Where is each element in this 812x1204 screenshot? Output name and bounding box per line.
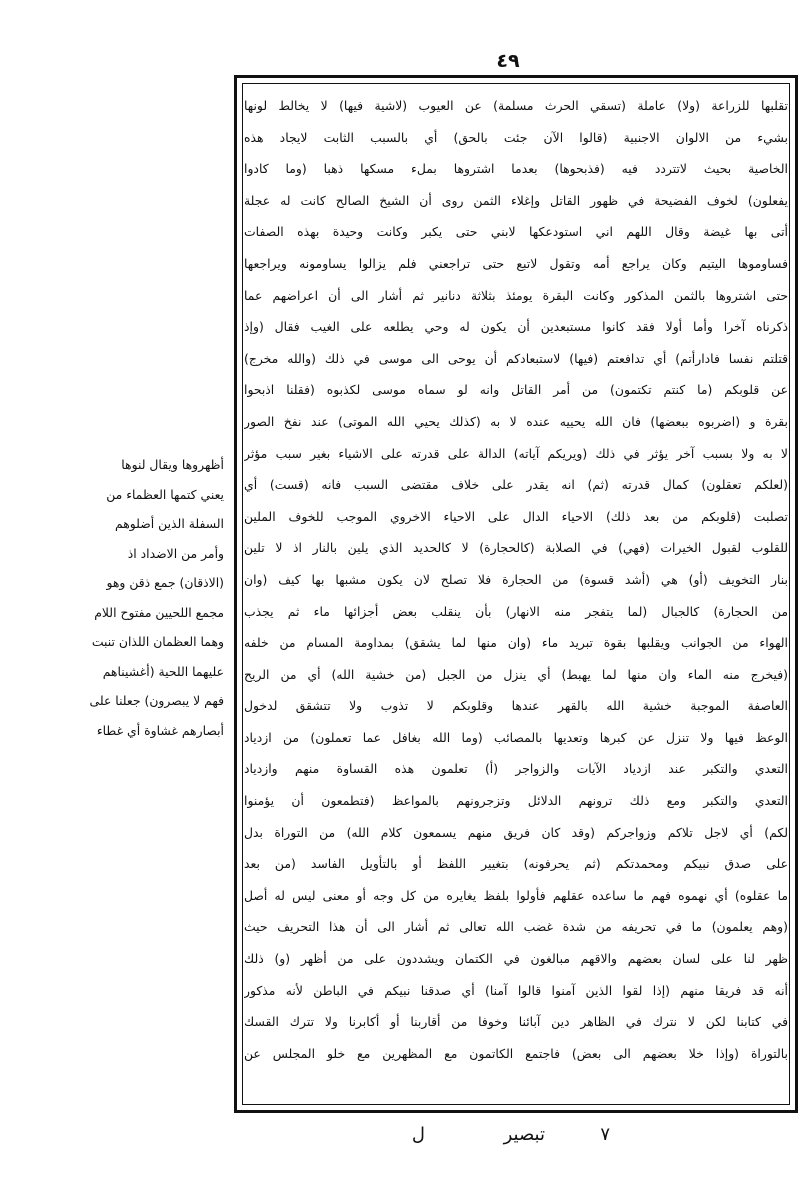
- text-line: ما عقلوه) أي نهموه فهم ما ساعده عقلهم فأولوا بلفظ يغايره من كل وجه أو معنى ليس له أصل: [244, 887, 788, 903]
- text-line: تقلبها للزراعة (ولا) عاملة (تسقي الحرث مسلمة) عن العيوب (لاشية فيها) لا يخالط لونها: [244, 98, 788, 113]
- margin-gloss: [64, 450, 224, 835]
- page-number: ٤٩: [496, 50, 520, 72]
- text-line: من الحجارة) كالجبال (لما يتفجر منه الانهار) بأن ينقلب بعض أجزائها ماء ثم يجذب: [244, 603, 788, 619]
- text-line: على صدق نبيكم ومحمدتكم (ثم يحرفونه) بتغيير اللفظ أو بالتأويل الفاسد (من بعد: [244, 856, 788, 872]
- margin-line: أبصارهم غشاوة أي غطاء: [96, 722, 224, 738]
- text-line: في كتابنا لكن لا نترك في الظاهر دين آبائنا وخوفا من أقاربنا أو أكابرنا ولا تترك القسك: [244, 1014, 788, 1030]
- text-line: العاصفة الموجبة خشية الله بالقهر عندها وقلوبكم لا تذوب ولا تتشقق لدخول: [244, 698, 788, 714]
- margin-line: يعني كتمها العظماء من: [106, 486, 224, 502]
- text-line: بقرة و (اضربوه ببعضها) فان الله يحييه عنده لا به (كذلك يحيي الله الموتى) عند نفخ الصور: [244, 413, 788, 429]
- text-line: يفعلون) لخوف الفضيحة في ظهور القاتل وإغلاء الثمن روى أن الشيخ الصالح كانت له عجلة: [244, 192, 788, 208]
- text-line: ظهر لنا على لسان بعضهم والاقهم مبالغون في الكتمان ويشددون على من أظهر (و) ذلك: [244, 951, 788, 967]
- text-line: للقلوب لقبول الخيرات (فهي) في الصلابة (كالحجارة) لا كالحديد الذي يلين بالنار اذ لا تلين: [244, 540, 788, 556]
- text-line: ذكرناه آخرا وأما أولا فقد كانوا مستبعدين أن يكون له وحي يطلعه على الغيب فقال (وإذ: [244, 319, 788, 335]
- text-line: التعدي والتكبر عند ازدياد الآيات والزواجر (أ) تعلمون هذه القساوة منهم وازدياد: [244, 761, 788, 777]
- text-line: بالتوراة (وإذا خلا بعضهم الى بعض) فاجتمع الكاتمون مع المظهرين مع خلو المجلس عن: [244, 1045, 788, 1061]
- signature-number: ٧: [600, 1124, 610, 1145]
- text-line: (فيخرج منه الماء وان منها لما يهبط) أي ينزل من الجبل (من خشية الله) أي من الريح: [244, 666, 788, 682]
- text-line: أنه قد فريقا منهم (إذا لقوا الذين آمنوا قالوا آمنا) أي صدقنا نبيكم في الباطن لأنه مذكور: [244, 982, 788, 998]
- margin-line: السفلة الذين أضلوهم: [114, 516, 224, 531]
- text-line: الهواء من الجوانب ويقلبها بقوة تبريد ماء (وان منها لما يشقق) بمداومة المسام من خلفه: [244, 635, 788, 651]
- page-footer: [390, 1124, 650, 1154]
- text-line: عن قلوبكم (ما كنتم تكتمون) من أمر القاتل وانه لو سماه موسى لكذبوه (فقلنا اذبحوا: [244, 382, 788, 398]
- text-line: لا به ولا بسبب آخر يؤثر في ذلك (ويريكم آياته) الدالة على قدرته على الاشياء بغير سبب مؤثر: [244, 445, 788, 461]
- margin-line: أظهروها ويقال لنوها: [121, 457, 224, 472]
- signature-letter: ل: [411, 1124, 425, 1145]
- text-line: أتى بها غيضة وقال اللهم اني استودعكها لابني حتى يكبر وكانت وحيدة بهذه الصفات: [244, 224, 788, 240]
- text-line: لكم) أي لاجل تلاكم وزواجركم (وقد كان فريق منهم يسمعون كلام الله) من التوراة بدل: [244, 824, 788, 840]
- text-line: بنار التخويف (أو) هي (أشد قسوة) من الحجارة فلا تصلح لان يكون مشبها بها كيف (وان: [244, 571, 788, 587]
- main-text-block: [244, 90, 788, 1102]
- margin-line: (الاذقان) جمع ذقن وهو: [106, 575, 224, 590]
- text-line: (وهم يعلمون) ما في تحريفه من شدة غضب الله تعالى ثم أشار الى أن هذا التحريف حيث: [244, 919, 788, 935]
- margin-line: وأمر من الاضداد اذ: [127, 545, 224, 561]
- margin-line: وهما العظمان اللذان تنبت: [91, 634, 224, 649]
- text-line: قتلتم نفسا فادارأتم) أي تدافعتم (فيها) لاستبعادكم أن يوحى الى موسى في ذلك (والله مخرج): [244, 350, 788, 366]
- margin-line: عليهما اللحية (أغشيناهم: [102, 663, 224, 679]
- margin-line: مجمع اللحيين مفتوح اللام: [94, 604, 224, 620]
- catchword: تبصير: [503, 1124, 545, 1145]
- margin-line: فهم لا يبصرون) جعلنا على: [89, 693, 224, 708]
- text-line: فساوموها اليتيم وكان يراجع أمه وتقول لاتبع حتى تراجعني فلم يزالوا يساومونه ويراجعها: [244, 255, 788, 271]
- text-line: تصلبت (قلوبكم من بعد ذلك) الاحياء الدال على الاحياء الاخروي الموجب للخوف الملين: [244, 508, 788, 524]
- text-line: الوعظ فيها ولا تنزل عن كبرها وتعديها بالمصائب (وما الله بغافل عما تعملون) من ازدياد: [244, 729, 788, 745]
- text-line: (لعلكم تعقلون) كمال قدرته (ثم) انه يقدر على خلاف مقتضى السبب فانه (قست) أي: [244, 477, 788, 493]
- text-line: الخاصية بحيث لاتتردد فيه (فذبحوها) بعدما اشتروها بملء مسكها ذهبا (وما كادوا: [244, 161, 788, 177]
- text-line: حتى اشتروها بالثمن المذكور وكانت البقرة يومئذ بثلاثة دنانير ثم أشار الى أن اعراضهم عما: [244, 287, 788, 303]
- text-line: بشيء من الالوان الاجنبية (قالوا الآن جئت بالحق) أي بالسبب الثابت لايجاد هذه: [244, 129, 788, 145]
- text-line: التعدي والتكبر ومع ذلك ترونهم الدلائل وتزجرونهم بالمواعظ (فتطمعون أن يؤمنوا: [244, 793, 788, 809]
